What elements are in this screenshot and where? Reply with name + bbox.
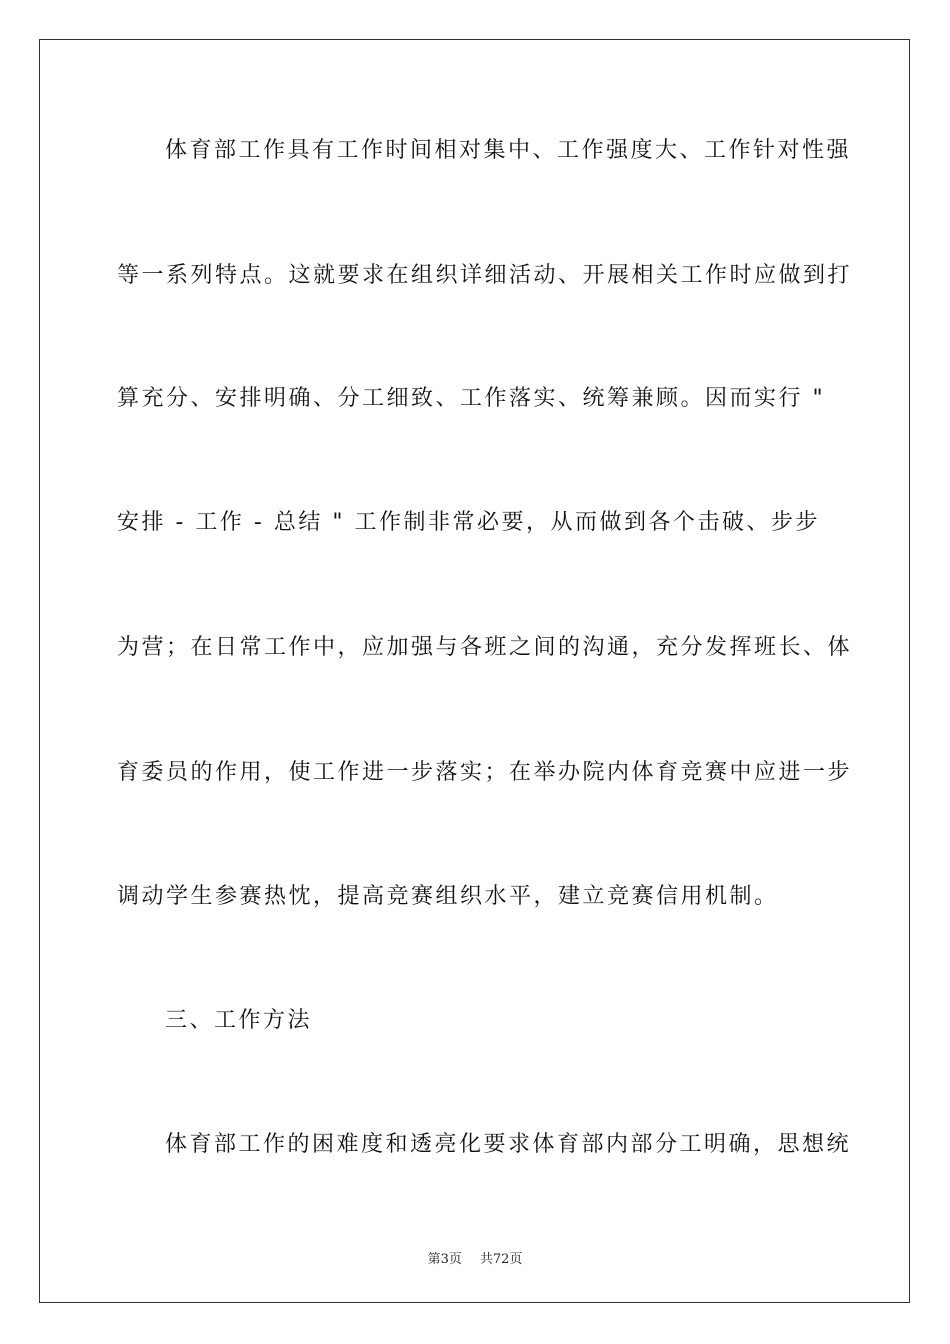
paragraph-line: 安排 - 工作 - 总结 " 工作制非常必要，从而做到各个击破、步步 [117,510,820,535]
paragraph-line: 为营；在日常工作中，应加强与各班之间的沟通，充分发挥班长、体 [117,635,853,660]
page-border [39,39,910,1303]
paragraph-line: 调动学生参赛热忱，提高竞赛组织水平，建立竞赛信用机制。 [117,884,779,909]
page-total: 共72页 [479,1252,523,1267]
page-number: 第3页 [427,1252,462,1267]
paragraph-line: 体育部工作具有工作时间相对集中、工作强度大、工作针对性强 [165,138,852,163]
paragraph-line: 体育部工作的困难度和透亮化要求体育部内部分工明确，思想统 [165,1132,852,1157]
paragraph-line: 算充分、安排明确、分工细致、工作落实、统筹兼顾。因而实行 " [117,386,826,411]
page-footer [0,1248,950,1267]
section-heading: 三、工作方法 [165,1008,313,1033]
paragraph-line: 育委员的作用，使工作进一步落实；在举办院内体育竞赛中应进一步 [117,760,853,785]
paragraph-line: 等一系列特点。这就要求在组织详细活动、开展相关工作时应做到打 [117,263,853,288]
